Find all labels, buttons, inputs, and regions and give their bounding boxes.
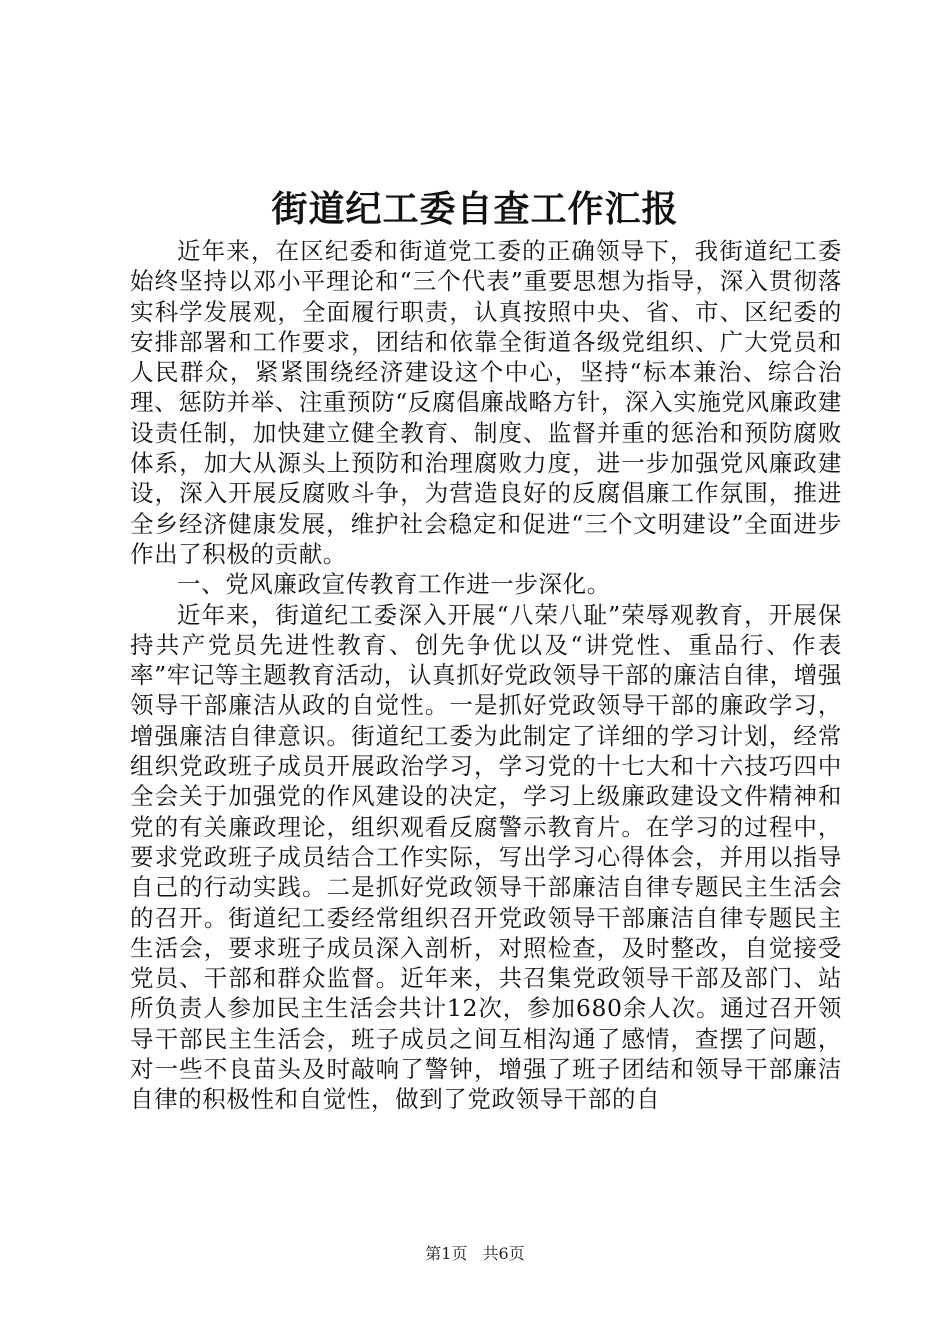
section-heading-1: 一、党风廉政宣传教育工作进一步深化。 — [177, 570, 611, 599]
page-footer — [0, 1243, 950, 1265]
paragraph-intro: 近年来，在区纪委和街道党工委的正确领导下，我街道纪工委始终坚持以邓小平理论和“三个代表”重要思想为指导，深入贯彻落实科学发展观，全面履行职责，认真按照中央、省、市、区纪委的安排部署和工作要求，团结和依靠全街道各级党组织、广大党员和人民群众，紧紧围绕经济建设这个中心，坚持“标本兼治、综合治理、惩防并举、注重预防“反腐倡廉战略方针，深入实施党风廉政建设责任制，加快建立健全教育、制度、监督并重的惩治和预防腐败体系，加大从源头上预防和治理腐败力度，进一步加强党风廉政建设，深入开展反腐败斗争，为营造良好的反腐倡廉工作氛围，推进全乡经济健康发展，维护社会稳定和促进“三个文明建设”全面进步作出了积极的贡献。 — [130, 237, 842, 568]
page-total: 共6页 — [482, 1244, 525, 1263]
document-body — [130, 236, 842, 1115]
page-number: 第1页 — [425, 1244, 468, 1263]
document-title: 街道纪工委自查工作汇报 — [271, 188, 679, 230]
paragraph-section-1: 近年来，街道纪工委深入开展“八荣八耻”荣辱观教育，开展保持共产党员先进性教育、创先争优以及“讲党性、重品行、作表率”牢记等主题教育活动，认真抓好党政领导干部的廉洁自律，增强领导干部廉洁从政的自觉性。一是抓好党政领导干部的廉政学习，增强廉洁自律意识。街道纪工委为此制定了详细的学习计划，经常组织党政班子成员开展政治学习，学习党的十七大和十六技巧四中全会关于加强党的作风建设的决定，学习上级廉政建设文件精神和党的有关廉政理论，组织观看反腐警示教育片。在学习的过程中，要求党政班子成员结合工作实际，写出学习心得体会，并用以指导自己的行动实践。二是抓好党政领导干部廉洁自律专题民主生活会的召开。街道纪工委经常组织召开党政领导干部廉洁自律专题民主生活会，要求班子成员深入剖析，对照检查，及时整改，自觉接受党员、干部和群众监督。近年来，共召集党政领导干部及部门、站所负责人参加民主生活会共计12次，参加680余人次。通过召开领导干部民主生活会，班子成员之间互相沟通了感情，查摆了问题，对一些不良苗头及时敲响了警钟，增强了班子团结和领导干部廉洁自律的积极性和自觉性，做到了党政领导干部的自 — [130, 600, 842, 1114]
